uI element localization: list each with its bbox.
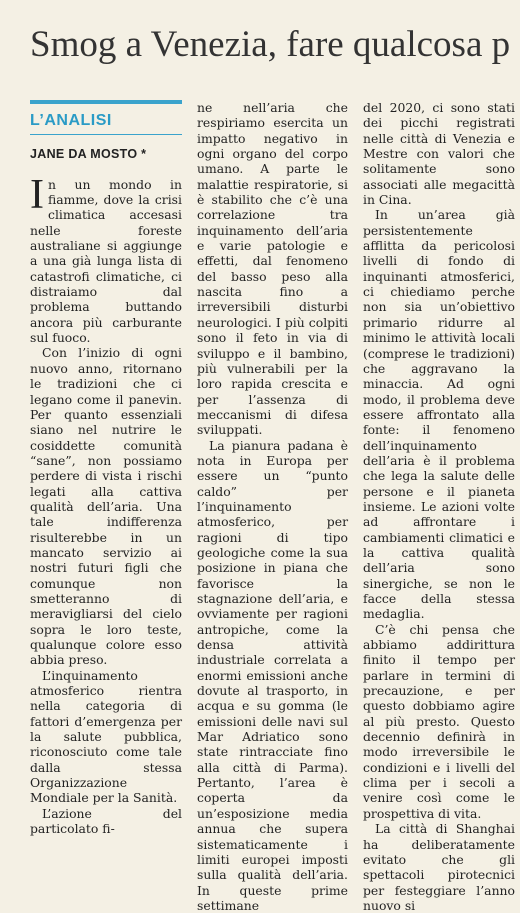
kicker-rule-top bbox=[30, 100, 182, 104]
paragraph: L’azione del particolato fi- bbox=[30, 805, 182, 837]
column-2 bbox=[197, 100, 348, 913]
paragraph: Con l’inizio di ogni nuovo anno, ritornano le tradizioni che ci legano come il panevin. Per quanto essenziali siano nel nutrire le cosiddette comunità “sane”, non possiamo perdere di vista i rischi legati alla cattiva qualità dell’aria. Una tale indifferenza risulterebbe in un mancato servizio ai nostri futuri figli che comunque non smetteranno di meravigliarsi del cielo sopra le loro teste, qualunque colore esso abbia preso. bbox=[30, 345, 182, 668]
paragraph: del 2020, ci sono stati dei picchi registrati nelle città di Venezia e Mestre con valori che solitamente sono associati alle megacittà in Cina. bbox=[363, 100, 515, 208]
drop-cap: I bbox=[30, 171, 44, 218]
headline: Smog a Venezia, fare qualcosa p bbox=[30, 24, 511, 65]
kicker: L’ANALISI bbox=[30, 112, 112, 129]
lead-paragraph bbox=[30, 171, 182, 346]
byline: JANE DA MOSTO * bbox=[30, 147, 147, 162]
paragraph: L’inquinamento atmosferico rientra nella categoria di fattori d’emergenza per la salute pubblica, riconosciuto come tale dalla stessa Organizzazione Mondiale per la Sanità. bbox=[30, 667, 182, 806]
kicker-rule-bottom bbox=[30, 134, 182, 135]
paragraph: In un’area già persistentemente afflitta da pericolosi livelli di fondo di inquinanti atmosferici, ci chiediamo perche non sia un’obiettivo primario ridurre al minimo le attività locali (comprese le tradizioni) che aggravano la minaccia. Ad ogni modo, il problema deve essere affrontato alla fonte: il fenomeno dell’inquinamento dell’aria è il problema che lega la salute delle persone e il pianeta insieme. Le azioni volte ad affrontare i cambiamenti climatici e la cattiva qualità dell’aria sono sinergiche, se non le facce della stessa medaglia. bbox=[363, 207, 515, 622]
lead-text: n un mondo in fiamme, dove la crisi climatica accesasi nelle foreste australiane si aggiunge a una già lunga lista di catastrofi climatiche, ci distraiamo dal problema buttando ancora più carburante sul fuoco. bbox=[30, 176, 182, 346]
paragraph: ne nell’aria che respiriamo esercita un impatto negativo in ogni organo del corpo umano. A parte le malattie respiratorie, si è stabilito che c’è una correlazione tra inquinamento dell’aria e varie patologie e effetti, dal fenomeno del basso peso alla nascita fino a irreversibili disturbi neurologici. I più colpiti sono il feto in via di sviluppo e il bambino, più vulnerabili per la loro rapida crescita e per l’assenza di meccanismi di difesa sviluppati. bbox=[197, 100, 348, 438]
column-1 bbox=[30, 100, 182, 836]
paragraph: C’è chi pensa che abbiamo addirittura finito il tempo per parlare in termini di precauzione, e per questo dobbiamo agire al più presto. Questo decennio definirà in modo irreversibile le condizioni e i livelli del clima per i secoli a venire così come le prospettiva di vita. bbox=[363, 621, 515, 821]
column-3 bbox=[363, 100, 515, 913]
paragraph: La pianura padana è nota in Europa per essere un “punto caldo” per l’inquinamento atmosferico, per ragioni di tipo geologiche come la sua posizione in piana che favorisce la stagnazione dell’aria, e ovviamente per ragioni antropiche, come la densa attività industriale correlata a enormi emissioni anche dovute al trasporto, in acqua e su gomma (le emissioni delle navi sul Mar Adriatico sono state rintracciate fino alla città di Parma). Pertanto, l’area è coperta da un’esposizione media annua che supera sistematicamente i limiti europei imposti sulla qualità dell’aria. In queste prime settimane bbox=[197, 437, 348, 913]
paragraph: La città di Shanghai ha deliberatamente evitato che gli spettacoli pirotecnici per festeggiare l’anno nuovo si bbox=[363, 821, 515, 913]
